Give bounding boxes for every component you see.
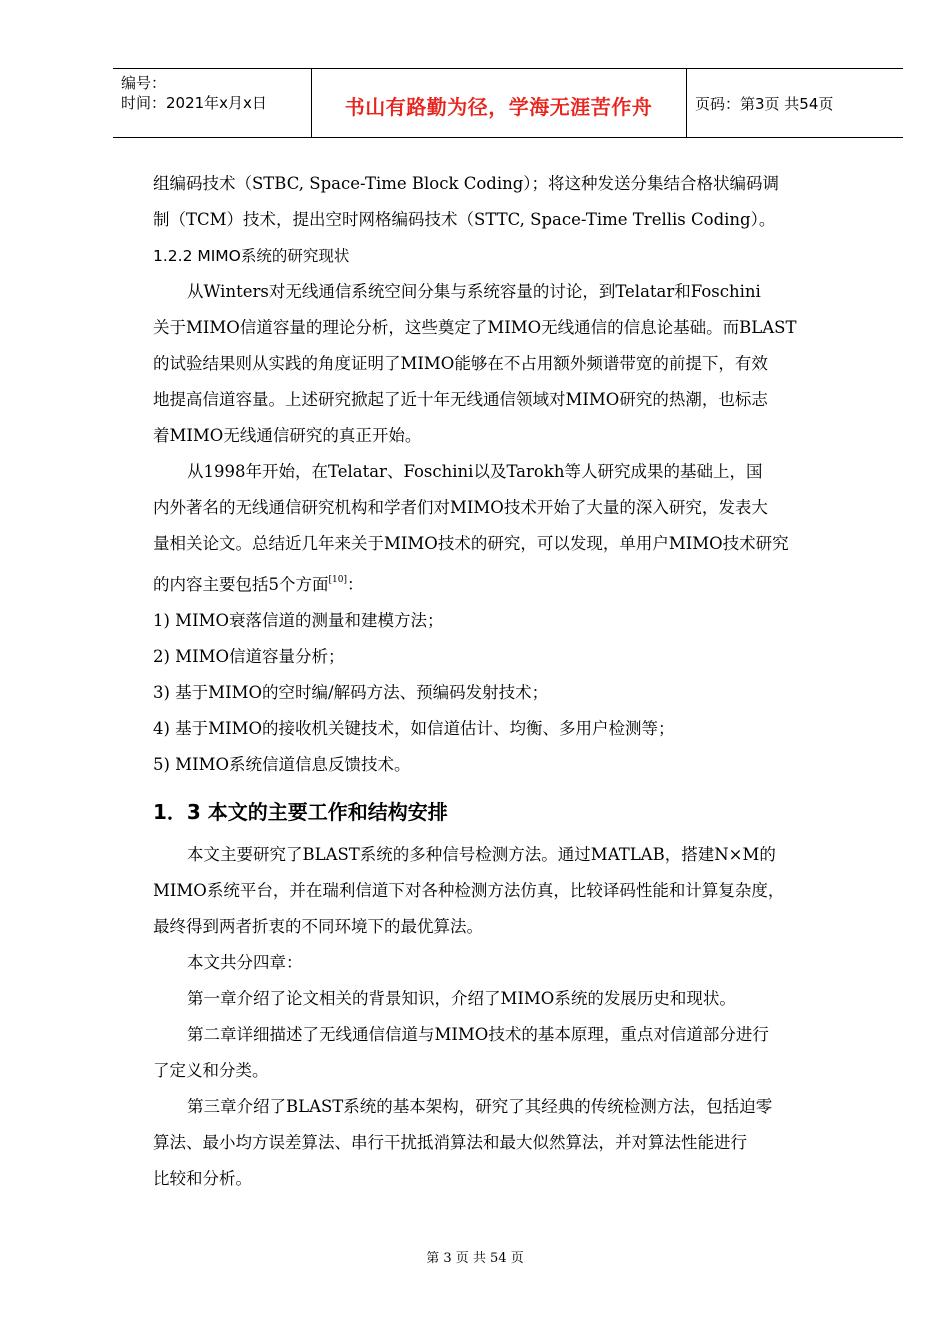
header-page-label: 页码：第3页 共54页	[695, 95, 834, 113]
paragraph-line: 比较和分析。	[153, 1169, 252, 1188]
paragraph-line: 第三章介绍了BLAST系统的基本架构，研究了其经典的传统检测方法，包括迫零	[187, 1097, 773, 1116]
paragraph-line: 第一章介绍了论文相关的背景知识，介绍了MIMO系统的发展历史和现状。	[187, 989, 736, 1008]
header-meta	[121, 73, 267, 113]
paragraph-line: 第二章详细描述了无线通信信道与MIMO技术的基本原理，重点对信道部分进行	[187, 1025, 769, 1044]
paragraph-line: 制（TCM）技术，提出空时网格编码技术（STTC, Space-Time Trellis Coding）。	[153, 210, 776, 229]
list-item: 3) 基于MIMO的空时编/解码方法、预编码发射技术；	[153, 683, 549, 702]
paragraph-line	[153, 562, 863, 603]
paragraph-line: 的试验结果则从实践的角度证明了MIMO能够在不占用额外频谱带宽的前提下，有效	[153, 354, 768, 373]
paragraph-line: 从Winters对无线通信系统空间分集与系统容量的讨论，到Telatar和Foschini	[187, 282, 761, 301]
paragraph-text: ：	[346, 575, 364, 594]
header-divider	[686, 69, 687, 137]
paragraph-line: 了定义和分类。	[153, 1061, 269, 1080]
section-heading-1-2-2: 1.2.2 MIMO系统的研究现状	[153, 247, 350, 265]
page-footer: 第 3 页 共 54 页	[426, 1251, 524, 1266]
paragraph-line: 内外著名的无线通信研究机构和学者们对MIMO技术开始了大量的深入研究，发表大	[153, 498, 768, 517]
list-item: 5) MIMO系统信道信息反馈技术。	[153, 755, 411, 774]
header-number: 编号：	[121, 74, 167, 92]
document-body	[153, 166, 863, 1197]
list-item: 4) 基于MIMO的接收机关键技术，如信道估计、均衡、多用户检测等；	[153, 719, 675, 738]
header-date: 时间：2021年x月x日	[121, 94, 267, 112]
list-item: 2) MIMO信道容量分析；	[153, 647, 345, 666]
header-motto: 书山有路勤为径，学海无涯苦作舟	[344, 95, 653, 119]
page-header	[113, 68, 903, 138]
section-heading-1-3: 1．3 本文的主要工作和结构安排	[153, 800, 448, 824]
paragraph-line: 算法、最小均方误差算法、串行干扰抵消算法和最大似然算法，并对算法性能进行	[153, 1133, 747, 1152]
paragraph-line: 关于MIMO信道容量的理论分析，这些奠定了MIMO无线通信的信息论基础。而BLAST	[153, 318, 797, 337]
paragraph-line: 量相关论文。总结近几年来关于MIMO技术的研究，可以发现，单用户MIMO技术研究	[153, 534, 789, 553]
paragraph-line: 组编码技术（STBC, Space-Time Block Coding）；将这种发送分集结合格状编码调	[153, 174, 780, 193]
list-item: 1) MIMO衰落信道的测量和建模方法；	[153, 611, 444, 630]
paragraph-line: 从1998年开始，在Telatar、Foschini以及Tarokh等人研究成果的基础上，国	[187, 462, 763, 481]
paragraph-line: 着MIMO无线通信研究的真正开始。	[153, 426, 422, 445]
citation-ref: [10]	[328, 575, 347, 585]
paragraph-line: MIMO系统平台，并在瑞利信道下对各种检测方法仿真，比较译码性能和计算复杂度，	[153, 881, 785, 900]
paragraph-text: 的内容主要包括5个方面	[153, 575, 329, 594]
paragraph-line: 最终得到两者折衷的不同环境下的最优算法。	[153, 917, 483, 936]
paragraph-line: 本文主要研究了BLAST系统的多种信号检测方法。通过MATLAB，搭建N×M的	[187, 845, 776, 864]
paragraph-line: 本文共分四章：	[187, 953, 303, 972]
paragraph-line: 地提高信道容量。上述研究掀起了近十年无线通信领域对MIMO研究的热潮，也标志	[153, 390, 768, 409]
